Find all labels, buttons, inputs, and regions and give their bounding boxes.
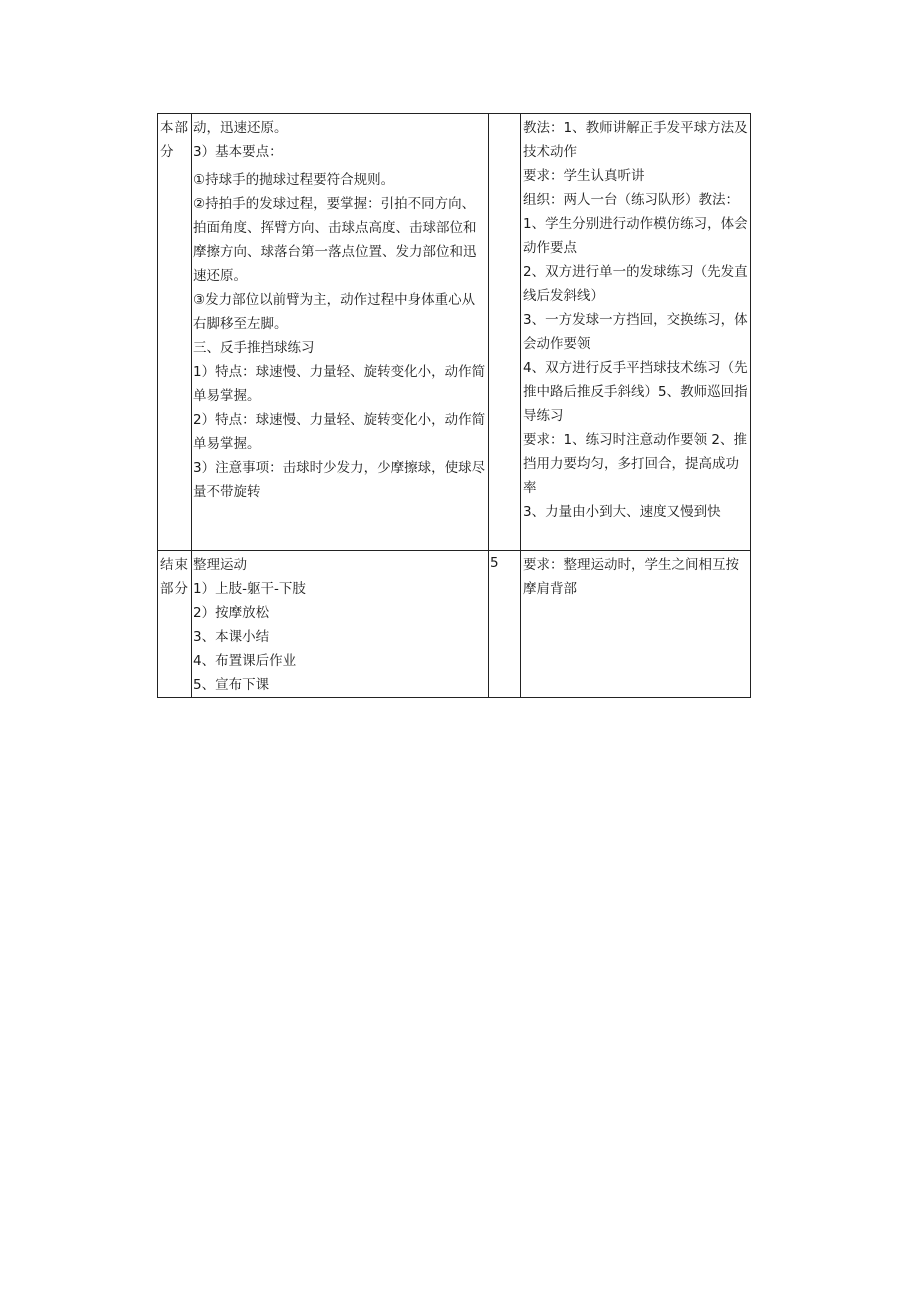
main-content-cell [192,114,489,551]
content-line: ③发力部位以前臂为主，动作过程中身体重心从右脚移至左脚。 [193,292,476,332]
content-line: 2）按摩放松 [193,605,270,621]
content-line: 动，迅速还原。 [193,120,288,136]
method-line: 2、双方进行单一的发球练习（先发直线后发斜线） [523,264,748,304]
content-line: 3、本课小结 [193,629,270,645]
end-method-cell [521,551,751,698]
end-part-label: 结束部分 [158,551,192,698]
method-line: 3、力量由小到大、速度又慢到快 [523,504,721,520]
method-line: 要求：学生认真听讲 [523,168,645,184]
method-line: 要求：1、练习时注意动作要领 2、推挡用力要均匀，多打回合，提高成功率 [523,432,747,496]
content-line: 1）特点：球速慢、力量轻、旋转变化小，动作简单易掌握。 [193,364,486,404]
content-line: 5、宣布下课 [193,677,270,693]
main-method-cell [521,114,751,551]
method-line: 组织：两人一台（练习队形）教法：1、学生分别进行动作模仿练习，体会动作要点 [523,192,748,256]
content-line: ①持球手的抛球过程要符合规则。 [193,172,395,188]
lesson-plan-table [157,113,751,698]
end-time-cell: 5 [489,551,521,698]
content-line: 3）注意事项：击球时少发力，少摩擦球，使球尽量不带旋转 [193,460,486,500]
content-line: 整理运动 [193,557,247,573]
content-line: ②持拍手的发球过程，要掌握：引拍不同方向、拍面角度、挥臂方向、击球点高度、击球部位和摩擦方向、球落台第一落点位置、发力部位和迅速还原。 [193,196,477,284]
method-line: 教法：1、教师讲解正手发平球方法及技术动作 [523,120,748,160]
main-section-row [158,114,751,551]
content-line: 2）特点：球速慢、力量轻、旋转变化小，动作简单易掌握。 [193,412,486,452]
main-part-label: 本部分 [158,114,192,551]
method-line: 3、一方发球一方挡回，交换练习，体会动作要领 [523,312,748,352]
end-section-row [158,551,751,698]
method-line: 要求：整理运动时，学生之间相互按摩肩背部 [523,557,739,597]
content-line: 4、布置课后作业 [193,653,297,669]
content-line: 1）上肢-躯干-下肢 [193,581,306,597]
method-line: 4、双方进行反手平挡球技术练习（先推中路后推反手斜线）5、教师巡回指导练习 [523,360,748,424]
end-content-cell [192,551,489,698]
content-line: 三、反手推挡球练习 [193,340,315,356]
content-line: 3）基本要点： [193,144,283,160]
main-time-cell [489,114,521,551]
